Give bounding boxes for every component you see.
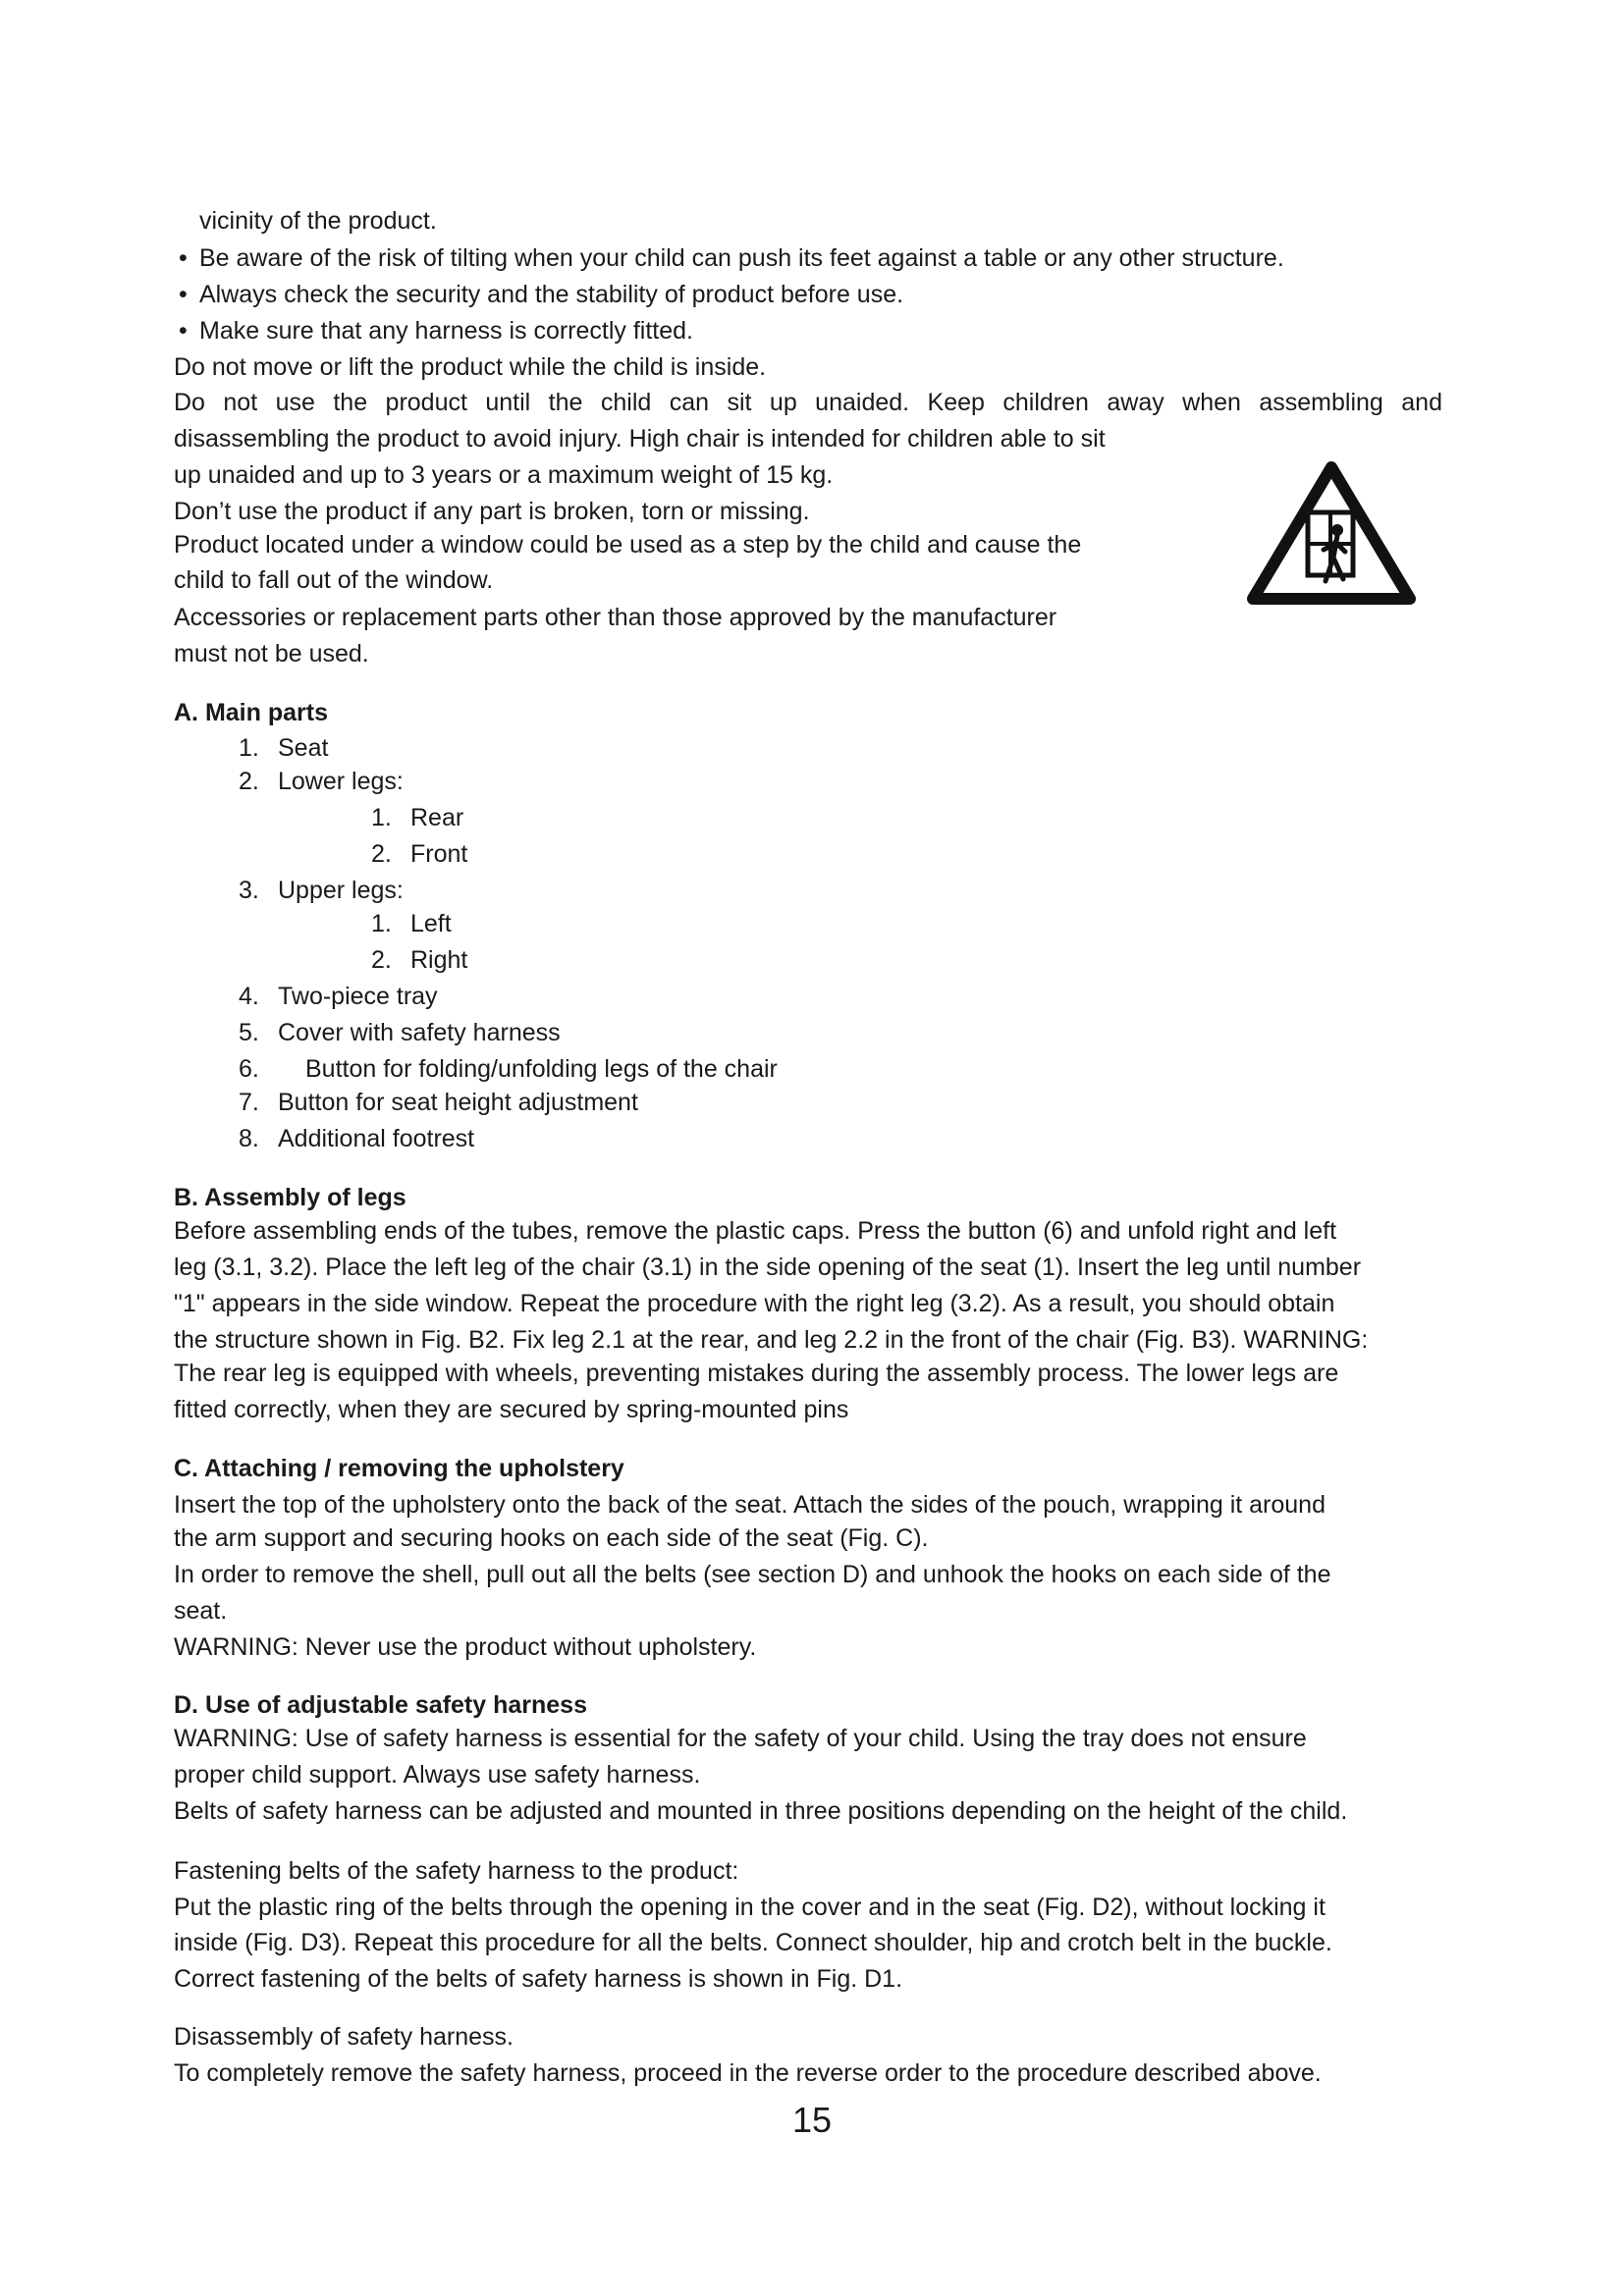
section-c-line: the arm support and securing hooks on each side of the seat (Fig. C). [174,1524,929,1552]
section-b-line: Before assembling ends of the tubes, remove the plastic caps. Press the button (6) and unfold right and left [174,1217,1337,1245]
intro-line: Accessories or replacement parts other than those approved by the manufacturer [174,604,1057,631]
intro-line: child to fall out of the window. [174,566,494,594]
item-number: 8. [239,1125,259,1152]
item-number: 2. [371,840,392,868]
item-number: 2. [239,768,259,795]
section-d-line: Fastening belts of the safety harness to the product: [174,1857,739,1885]
section-c-heading: C. Attaching / removing the upholstery [174,1455,624,1482]
intro-continued: vicinity of the product. [199,207,437,235]
section-d-line: Correct fastening of the belts of safety harness is shown in Fig. D1. [174,1965,903,1993]
intro-line: Do not move or lift the product while the child is inside. [174,353,767,381]
section-b-line: leg (3.1, 3.2). Place the left leg of the chair (3.1) in the side opening of the seat (1). Insert the leg until number [174,1254,1362,1281]
section-c-line: Insert the top of the upholstery onto the back of the seat. Attach the sides of the pouch, wrapping it around [174,1491,1326,1519]
section-d-line: Put the plastic ring of the belts through the opening in the cover and in the seat (Fig. D2), without locking it [174,1894,1326,1921]
item-label: Button for folding/unfolding legs of the chair [305,1055,778,1083]
item-label: Upper legs: [278,877,404,904]
intro-bullet: • Make sure that any harness is correctly fitted. [199,314,693,347]
intro-line: Product located under a window could be used as a step by the child and cause the [174,531,1082,559]
item-number: 6. [239,1055,259,1083]
item-number: 2. [371,946,392,974]
parts-list-subitem [371,837,468,871]
item-number: 1. [239,734,259,762]
parts-list-item [239,1086,638,1119]
item-label: Seat [278,734,329,762]
section-d-line: WARNING: Use of safety harness is essential for the safety of your child. Using the tray does not ensure [174,1725,1307,1752]
section-d-heading: D. Use of adjustable safety harness [174,1691,587,1719]
section-c-line: WARNING: Never use the product without upholstery. [174,1633,757,1661]
item-label: Additional footrest [278,1125,475,1152]
item-label: Cover with safety harness [278,1019,561,1046]
section-d-line: Disassembly of safety harness. [174,2023,514,2051]
parts-list-subitem [371,907,452,940]
intro-line: Do not use the product until the child can sit up unaided. Keep children away when assembling and [174,389,1442,416]
section-b-line: fitted correctly, when they are secured by spring-mounted pins [174,1396,849,1423]
parts-list-subitem [371,801,464,834]
parts-list-item [239,1122,475,1155]
intro-line: disassembling the product to avoid injury. High chair is intended for children able to sit [174,425,1106,453]
item-number: 3. [239,877,259,904]
item-label: Button for seat height adjustment [278,1089,638,1116]
intro-line: Don’t use the product if any part is broken, torn or missing. [174,498,810,525]
section-b-line: the structure shown in Fig. B2. Fix leg 2.1 at the rear, and leg 2.2 in the front of the chair (Fig. B3). WARNING: [174,1326,1369,1354]
page-number: 15 [791,2100,833,2140]
parts-list-item [239,874,404,907]
section-d-line: proper child support. Always use safety harness. [174,1761,701,1789]
section-d-line: inside (Fig. D3). Repeat this procedure for all the belts. Connect shoulder, hip and crotch belt in the buckle. [174,1929,1332,1956]
section-d-line: To completely remove the safety harness, proceed in the reverse order to the procedure described above. [174,2059,1322,2087]
item-label: Front [410,840,468,868]
section-b-heading: B. Assembly of legs [174,1184,406,1211]
item-label: Left [410,910,452,937]
parts-list-item [239,765,404,798]
item-number: 1. [371,910,392,937]
item-label: Right [410,946,468,974]
item-number: 7. [239,1089,259,1116]
parts-list-item [239,980,438,1013]
section-c-line: seat. [174,1597,228,1625]
intro-bullet: • Be aware of the risk of tilting when your child can push its feet against a table or any other structure. [199,241,1284,275]
section-d-line: Belts of safety harness can be adjusted and mounted in three positions depending on the height of the child. [174,1797,1348,1825]
section-a-heading: A. Main parts [174,699,328,726]
section-b-line: "1" appears in the side window. Repeat the procedure with the right leg (3.2). As a result, you should obtain [174,1290,1335,1317]
intro-bullet: • Always check the security and the stability of product before use. [199,278,903,311]
parts-list-item [239,1052,778,1086]
intro-line: up unaided and up to 3 years or a maximum weight of 15 kg. [174,461,834,489]
item-label: Two-piece tray [278,983,438,1010]
item-number: 1. [371,804,392,831]
parts-list-item [239,1016,561,1049]
item-number: 5. [239,1019,259,1046]
section-b-line: The rear leg is equipped with wheels, preventing mistakes during the assembly process. The lower legs are [174,1360,1339,1387]
item-label: Lower legs: [278,768,404,795]
item-number: 4. [239,983,259,1010]
window-fall-warning-triangle-icon [1247,459,1416,607]
intro-line: must not be used. [174,640,369,667]
parts-list-item [239,731,329,765]
parts-list-subitem [371,943,468,977]
section-c-line: In order to remove the shell, pull out all the belts (see section D) and unhook the hooks on each side of the [174,1561,1331,1588]
item-label: Rear [410,804,464,831]
